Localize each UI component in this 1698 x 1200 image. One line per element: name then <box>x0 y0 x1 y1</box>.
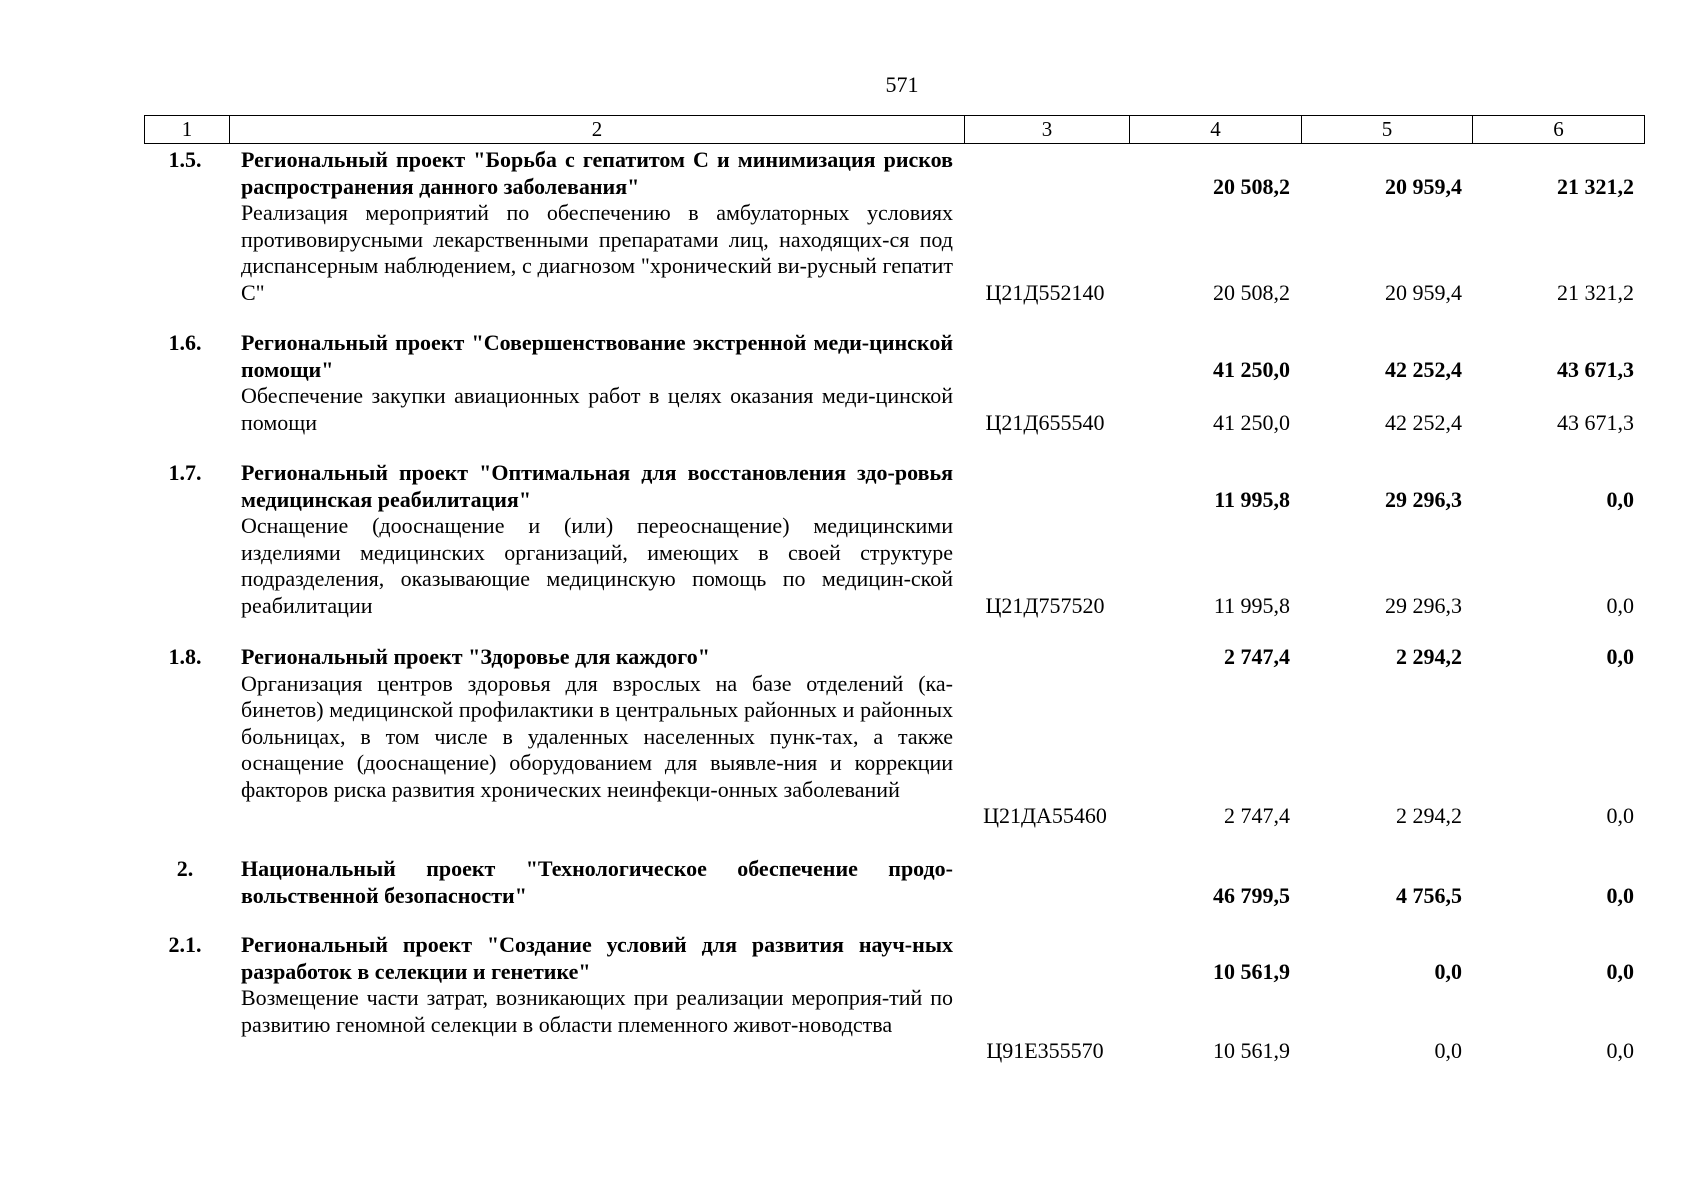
column-header-4: 4 <box>1130 116 1302 144</box>
row-description <box>241 856 953 909</box>
row-code: Ц21Д552140 <box>985 279 1105 305</box>
row-value-col4: 20 508,2 <box>1213 279 1290 305</box>
column-header-1: 1 <box>145 116 230 144</box>
column-header-5: 5 <box>1302 116 1473 144</box>
row-total-col4: 2 747,4 <box>1224 644 1290 669</box>
row-value-col6: 43 671,3 <box>1557 409 1634 435</box>
row-code: Ц21Д757520 <box>985 592 1105 618</box>
row-total-col5: 20 959,4 <box>1385 173 1462 199</box>
row-value-col6: 0,0 <box>1606 592 1634 618</box>
column-header-6: 6 <box>1473 116 1645 144</box>
row-title: Региональный проект "Здоровье для каждого" <box>241 644 710 669</box>
row-value-col5: 2 294,2 <box>1396 803 1462 828</box>
row-code: Ц21ДА55460 <box>983 803 1107 828</box>
row-number: 1.6. <box>168 330 202 355</box>
row-total-col6: 21 321,2 <box>1557 173 1634 199</box>
row-subtitle: Обеспечение закупки авиационных работ в целях оказания меди-цинской помощи <box>241 383 953 435</box>
row-value-col6: 21 321,2 <box>1557 279 1634 305</box>
row-total-col6: 0,0 <box>1606 958 1634 984</box>
row-value-col6: 0,0 <box>1606 803 1634 828</box>
row-total-col4: 20 508,2 <box>1213 173 1290 199</box>
row-total-col6: 43 671,3 <box>1557 356 1634 382</box>
row-subtitle: Оснащение (дооснащение и (или) переоснащение) медицинскими изделиями медицинских организаций, имеющих в своей структуре подразделения, оказывающие медицинскую помощь по медицин-ской реабилитации <box>241 513 953 618</box>
column-header-table <box>144 115 1645 144</box>
column-header-2: 2 <box>230 116 965 144</box>
row-title: Национальный проект "Технологическое обеспечение продо-вольственной безопасности" <box>241 856 953 908</box>
row-title: Региональный проект "Борьба с гепатитом С и минимизация рисков распространения данного заболевания" <box>241 147 953 199</box>
row-total-col5: 0,0 <box>1434 958 1462 984</box>
row-value-col4: 10 561,9 <box>1213 1038 1290 1063</box>
row-total-col4: 46 799,5 <box>1213 882 1290 908</box>
row-total-col6: 0,0 <box>1606 882 1634 908</box>
row-number: 1.7. <box>168 460 202 485</box>
row-subtitle: Возмещение части затрат, возникающих при реализации мероприя-тий по развитию геномной селекции в области племенного живот-новодства <box>241 985 953 1037</box>
row-value-col4: 41 250,0 <box>1213 409 1290 435</box>
row-description <box>241 330 953 436</box>
row-total-col5: 4 756,5 <box>1396 882 1462 908</box>
column-header-3: 3 <box>965 116 1130 144</box>
row-value-col6: 0,0 <box>1606 1038 1634 1063</box>
row-value-col5: 0,0 <box>1434 1038 1462 1063</box>
row-code: Ц21Д655540 <box>985 409 1105 435</box>
row-description <box>241 932 953 1038</box>
row-value-col5: 42 252,4 <box>1385 409 1462 435</box>
row-code: Ц91Е355570 <box>986 1038 1104 1063</box>
column-header-row <box>145 116 1645 144</box>
row-subtitle: Организация центров здоровья для взрослых на базе отделений (ка-бинетов) медицинской профилактики в центральных районных и районных больницах, в том числе в удаленных населенных пунк-тах, а также оснащение (дооснащение) оборудованием для выявле-ния и коррекции факторов риска развития хронических неинфекци-онных заболеваний <box>241 670 953 802</box>
row-title: Региональный проект "Оптимальная для восстановления здо-ровья медицинская реабилитация" <box>241 460 953 512</box>
row-number: 1.8. <box>168 644 202 669</box>
row-total-col6: 0,0 <box>1606 644 1634 669</box>
row-total-col4: 41 250,0 <box>1213 356 1290 382</box>
row-description <box>241 147 953 306</box>
page-number: 571 <box>885 72 919 97</box>
row-title: Региональный проект "Совершенствование экстренной меди-цинской помощи" <box>241 330 953 382</box>
row-value-col4: 2 747,4 <box>1224 803 1290 828</box>
row-value-col5: 20 959,4 <box>1385 279 1462 305</box>
row-total-col5: 29 296,3 <box>1385 486 1462 512</box>
row-value-col4: 11 995,8 <box>1213 592 1290 618</box>
row-title: Региональный проект "Создание условий для развития науч-ных разработок в селекции и генетике" <box>241 932 953 984</box>
row-total-col4: 11 995,8 <box>1214 486 1290 512</box>
row-number: 2. <box>176 856 194 881</box>
row-total-col5: 42 252,4 <box>1385 356 1462 382</box>
row-total-col5: 2 294,2 <box>1396 644 1462 669</box>
row-total-col4: 10 561,9 <box>1213 958 1290 984</box>
row-subtitle: Реализация мероприятий по обеспечению в амбулаторных условиях противовирусными лекарственными препаратами лиц, находящих-ся под диспансерным наблюдением, с диагнозом "хронический ви-русный гепатит С" <box>241 200 953 305</box>
row-number: 2.1. <box>168 932 202 957</box>
row-total-col6: 0,0 <box>1606 486 1634 512</box>
row-description <box>241 644 953 803</box>
row-number: 1.5. <box>168 147 202 172</box>
row-value-col5: 29 296,3 <box>1385 592 1462 618</box>
row-description <box>241 460 953 619</box>
